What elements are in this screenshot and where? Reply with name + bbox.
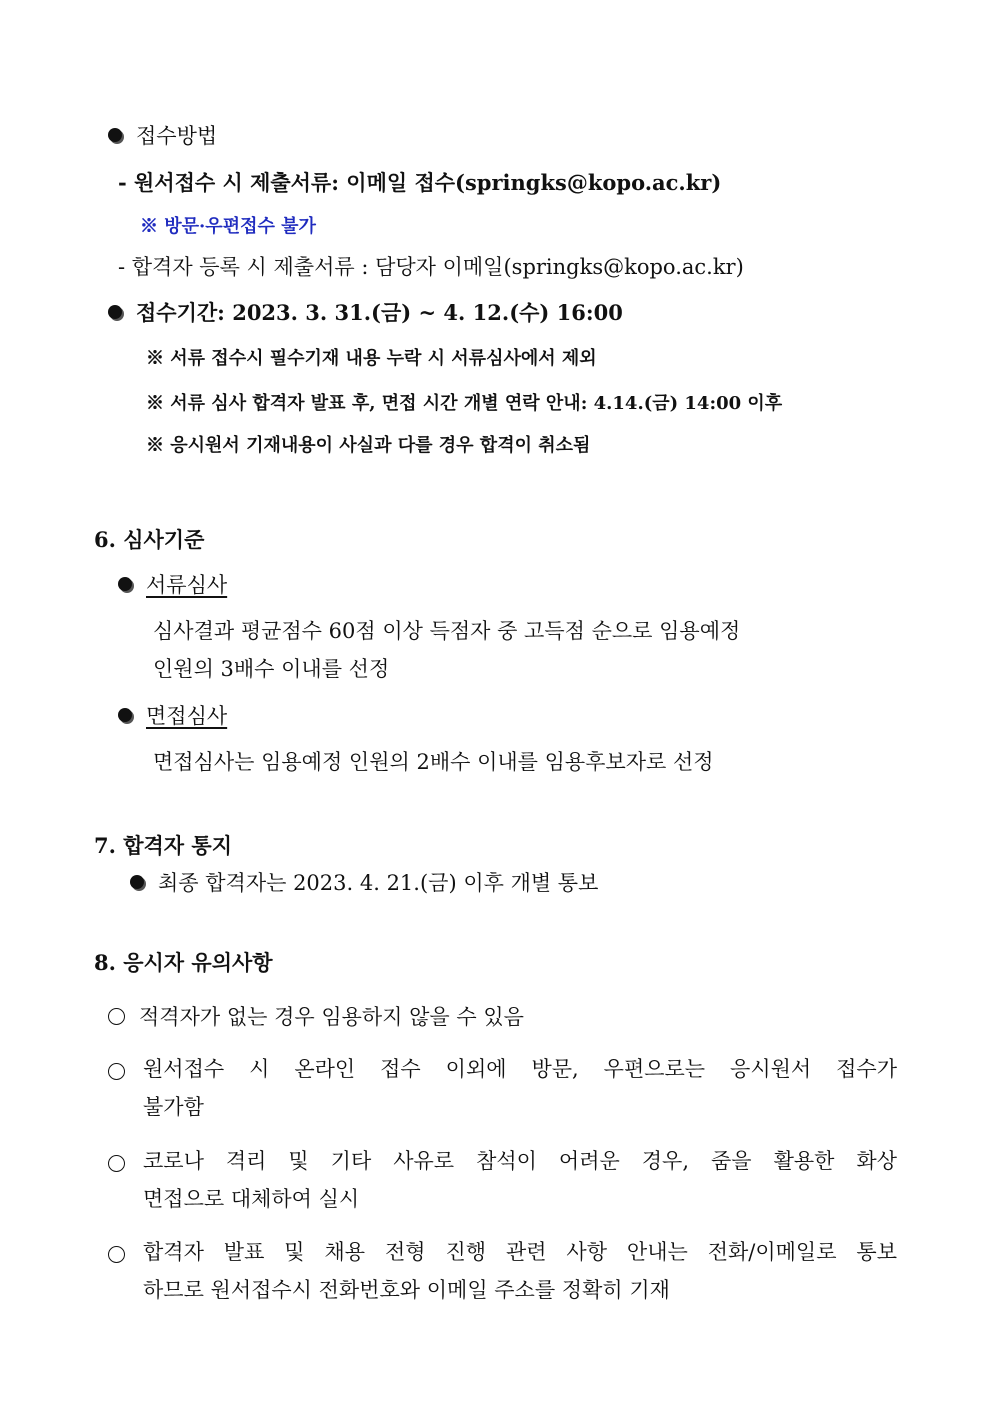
caution-item-1: 적격자가 없는 경우 임용하지 않을 수 있음 — [108, 1005, 524, 1030]
cautions-heading: 8. 응시자 유의사항 — [94, 950, 273, 975]
no-visit-note: ※ 방문·우편접수 불가 — [140, 216, 316, 237]
caution-item-3-line-1: 코로나 격리 및 기타 사유로 참석이 어려운 경우, 줌을 활용한 화상 — [143, 1149, 897, 1173]
doc-review-line-2: 인원의 3배수 이내를 선정 — [153, 657, 390, 681]
filled-circle-bullet-icon — [108, 128, 122, 142]
filled-circle-bullet-icon — [108, 305, 122, 319]
interview-label: 면접심사 — [118, 704, 227, 729]
doc-review-line-1: 심사결과 평균점수 60점 이상 득점자 중 고득점 순으로 임용예정 — [153, 619, 741, 643]
intake-submit-docs: - 원서접수 시 제출서류: 이메일 접수(springks@kopo.ac.kr) — [118, 170, 722, 195]
intake-period: 접수기간: 2023. 3. 31.(금) ~ 4. 12.(수) 16:00 — [108, 300, 623, 325]
filled-circle-bullet-icon — [130, 875, 144, 889]
caution-item-3-line-2: 면접으로 대체하여 실시 — [143, 1187, 360, 1211]
open-circle-bullet-icon — [108, 1063, 125, 1080]
caution-item-4-line-2: 하므로 원서접수시 전화번호와 이메일 주소를 정확히 기재 — [143, 1278, 670, 1302]
open-circle-bullet-icon — [108, 1246, 125, 1263]
intake-note-1: ※ 서류 접수시 필수기재 내용 누락 시 서류심사에서 제외 — [146, 348, 597, 369]
open-circle-bullet-icon — [108, 1155, 125, 1172]
caution-item-2-line-1: 원서접수 시 온라인 접수 이외에 방문, 우편으로는 응시원서 접수가 — [143, 1057, 897, 1081]
caution-item-2-line-2: 불가함 — [143, 1095, 204, 1119]
intake-note-3: ※ 응시원서 기재내용이 사실과 다를 경우 합격이 취소됨 — [146, 435, 591, 456]
interview-text: 면접심사는 임용예정 인원의 2배수 이내를 임용후보자로 선정 — [153, 750, 714, 774]
notice-heading: 7. 합격자 통지 — [94, 833, 232, 858]
open-circle-bullet-icon — [108, 1008, 125, 1025]
filled-circle-bullet-icon — [118, 708, 132, 722]
notice-text: 최종 합격자는 2023. 4. 21.(금) 이후 개별 통보 — [130, 871, 598, 896]
doc-review-label: 서류심사 — [118, 573, 227, 598]
intake-method-heading: 접수방법 — [108, 124, 217, 149]
intake-pass-docs: - 합격자 등록 시 제출서류 : 담당자 이메일(springks@kopo.ac.kr) — [118, 255, 744, 279]
intake-note-2: ※ 서류 심사 합격자 발표 후, 면접 시간 개별 연락 안내: 4.14.(금) 14:00 이후 — [146, 393, 783, 414]
criteria-heading: 6. 심사기준 — [94, 527, 205, 552]
caution-item-4-line-1: 합격자 발표 및 채용 전형 진행 관련 사항 안내는 전화/이메일로 통보 — [143, 1240, 897, 1264]
filled-circle-bullet-icon — [118, 577, 132, 591]
